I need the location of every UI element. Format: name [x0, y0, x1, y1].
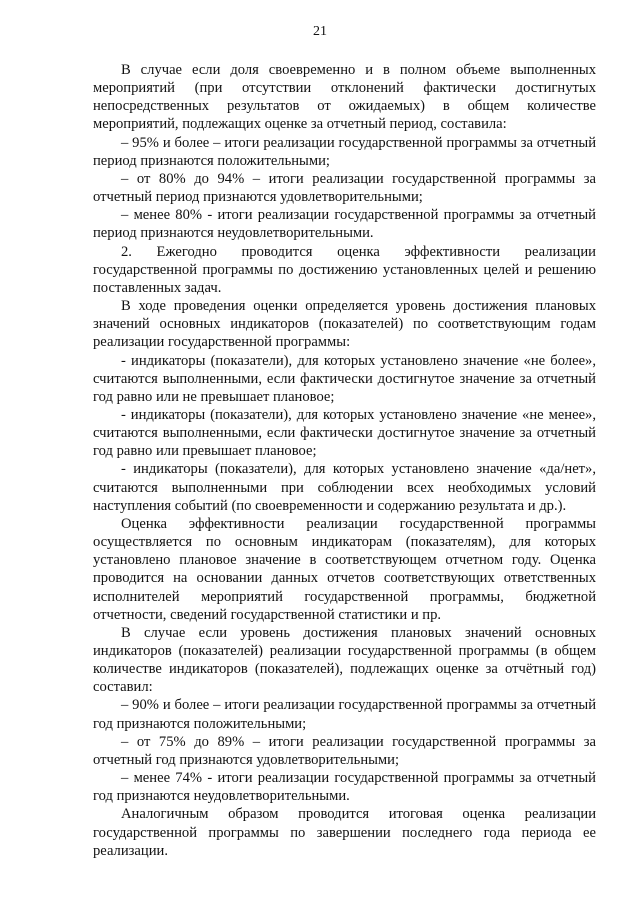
- paragraph-assessment-process: В ходе проведения оценки определяется уровень достижения плановых значений основных индикаторов (показателей) по соответствующим годам реализации государственной программы:: [93, 298, 596, 351]
- page-number: 21: [313, 24, 327, 39]
- paragraph-intro-measures: В случае если доля своевременно и в полном объеме выполненных мероприятий (при отсутствии отклонений фактически достигнутых непосредственных результатов от ожидаемых) в общем количестве мероприятий, подлежащих оценке за отчетный период, составила:: [93, 62, 596, 133]
- list-item-indicator-not-less: - индикаторы (показатели), для которых установлено значение «не менее», считаются выполненными, если фактически достигнутое значение за отчетный год равно или превышает плановое;: [93, 406, 596, 460]
- list-item-indicators-positive: – 90% и более – итоги реализации государственной программы за отчетный год признаются положительными;: [93, 697, 596, 732]
- paragraph-section-2: 2. Ежегодно проводится оценка эффективности реализации государственной программы по достижению установленных целей и решению поставленных задач.: [93, 243, 596, 296]
- list-item-measures-satisfactory: – от 80% до 94% – итоги реализации государственной программы за отчетный период признаются удовлетворительными;: [93, 170, 596, 206]
- list-item-indicators-unsatisfactory: – менее 74% - итоги реализации государственной программы за отчетный год признаются неудовлетворительными.: [93, 770, 596, 805]
- list-item-measures-positive: – 95% и более – итоги реализации государственной программы за отчетный период признаются положительными;: [93, 134, 596, 169]
- body-text: [93, 61, 596, 860]
- paragraph-efficiency-assessment: Оценка эффективности реализации государственной программы осуществляется по основным индикаторам (показателям), для которых установлено плановое значение в соответствующем отчетном году. Оценка проводится на основании данных отчетов соответствующих ответственных исполнителей мероприятий государственной программы, бюджетной отчетности, сведений государственной статистики и пр.: [93, 515, 596, 623]
- list-item-indicators-satisfactory: – от 75% до 89% – итоги реализации государственной программы за отчетный год признаются удовлетворительными;: [93, 733, 596, 768]
- list-item-indicator-yes-no: - индикаторы (показатели), для которых установлено значение «да/нет», считаются выполненными при соблюдении всех необходимых условий наступления событий (по своевременности и содержанию результата и др.).: [93, 461, 596, 514]
- list-item-indicator-not-more: - индикаторы (показатели), для которых установлено значение «не более», считаются выполненными, если фактически достигнутое значение за отчетный год равно или не превышает плановое;: [93, 352, 596, 405]
- paragraph-final-assessment: Аналогичным образом проводится итоговая оценка реализации государственной программы по завершении последнего года периода ее реализации.: [93, 806, 596, 859]
- paragraph-intro-indicators: В случае если уровень достижения плановых значений основных индикаторов (показателей) реализации государственной программы (в общем количестве индикаторов (показателей), подлежащих оценке за отчётный год) составил:: [93, 624, 596, 696]
- list-item-measures-unsatisfactory: – менее 80% - итоги реализации государственной программы за отчетный период признаются неудовлетворительными.: [93, 207, 596, 242]
